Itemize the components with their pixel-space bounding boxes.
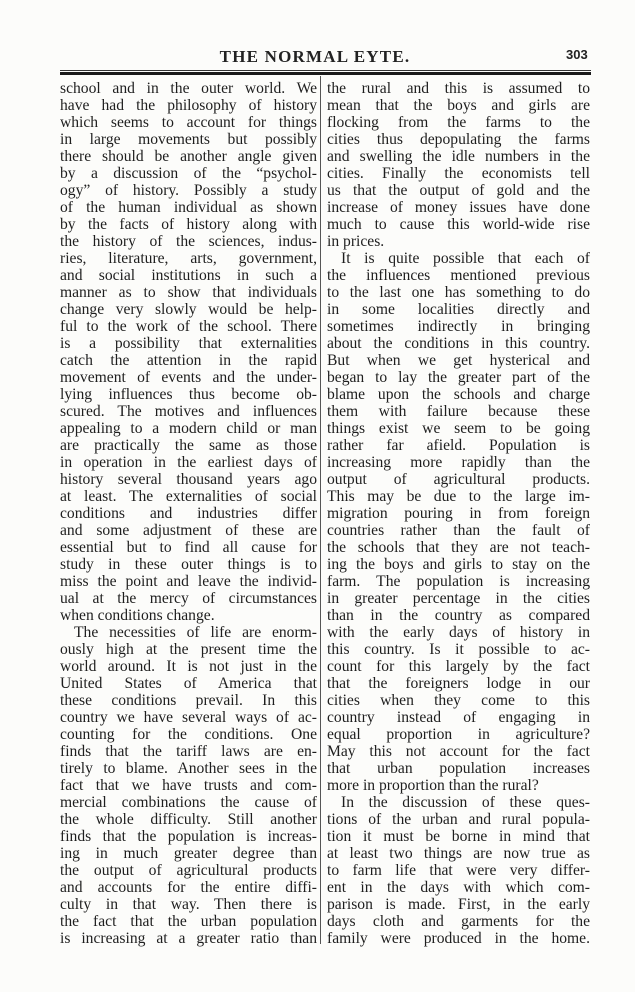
text-line: output of agricultural products. xyxy=(327,471,590,488)
text-line: with the early days of history in xyxy=(327,624,590,641)
text-line: ries, literature, arts, government, xyxy=(60,250,317,267)
text-line: in operation in the earliest days of xyxy=(60,454,317,471)
text-line: parison is made. First, in the early xyxy=(327,896,590,913)
text-line: country we have several ways of ac- xyxy=(60,709,317,726)
text-line: are practically the same as those xyxy=(60,437,317,454)
text-line: them with failure because these xyxy=(327,403,590,420)
text-line: by the facts of history along with xyxy=(60,216,317,233)
journal-title: THE NORMAL EYTE. xyxy=(219,47,411,66)
text-line: to the last one has something to do xyxy=(327,284,590,301)
text-line: is a possibility that externalities xyxy=(60,335,317,352)
text-line: study in these outer things is to xyxy=(60,556,317,573)
text-line: this country. Is it possible to ac- xyxy=(327,641,590,658)
text-line: increase of money issues have done xyxy=(327,199,590,216)
text-line: In the discussion of these ques- xyxy=(341,794,590,811)
text-line: than in the country as compared xyxy=(327,607,590,624)
text-line: change very slowly would be help- xyxy=(60,301,317,318)
text-line: the whole difficulty. Still another xyxy=(60,811,317,828)
text-line: ing the boys and girls to stay on the xyxy=(327,556,590,573)
text-line: the rural and this is assumed to xyxy=(327,80,590,97)
text-line: scured. The motives and influences xyxy=(60,403,317,420)
text-line: United States of America that xyxy=(60,675,317,692)
text-line: cities. Finally the economists tell xyxy=(327,165,590,182)
text-line: mercial combinations the cause of xyxy=(60,794,317,811)
text-line: But when we get hysterical and xyxy=(327,352,590,369)
text-line: lying influences thus become ob- xyxy=(60,386,317,403)
text-line: is increasing at a greater ratio than xyxy=(60,930,317,947)
text-line: migration pouring in from foreign xyxy=(327,505,590,522)
text-line: that the foreigners lodge in our xyxy=(327,675,590,692)
text-line: began to lay the greater part of the xyxy=(327,369,590,386)
text-line: in prices. xyxy=(327,233,385,250)
text-line: in greater percentage in the cities xyxy=(327,590,590,607)
text-line: the influences mentioned previous xyxy=(327,267,590,284)
text-line: blame upon the schools and charge xyxy=(327,386,590,403)
text-line: in large movements but possibly xyxy=(60,131,317,148)
text-line: sometimes indirectly in bringing xyxy=(327,318,590,335)
text-line: about the conditions in this country. xyxy=(327,335,590,352)
text-line: rather far afield. Population is xyxy=(327,437,590,454)
text-line: It is quite possible that each of xyxy=(341,250,590,267)
text-line: culty in that way. Then there is xyxy=(60,896,317,913)
text-line: that urban population increases xyxy=(327,760,590,777)
text-line: to farm life that were very differ- xyxy=(327,862,590,879)
text-line: the fact that the urban population xyxy=(60,913,317,930)
text-line: essential but to find all cause for xyxy=(60,539,317,556)
text-line: countries rather than the fault of xyxy=(327,522,590,539)
text-line: which seems to account for things xyxy=(60,114,317,131)
text-line: of the human individual as shown xyxy=(60,199,317,216)
text-line: much to cause this world-wide rise xyxy=(327,216,590,233)
text-line: tirely to blame. Another sees in the xyxy=(60,760,317,777)
header-rule-thin xyxy=(60,70,591,71)
text-line: finds that the tariff laws are en- xyxy=(60,743,317,760)
text-line: the output of agricultural products xyxy=(60,862,317,879)
text-line: catch the attention in the rapid xyxy=(60,352,317,369)
text-line: mean that the boys and girls are xyxy=(327,97,590,114)
text-line: the schools that they are not teach- xyxy=(327,539,590,556)
text-line: country instead of engaging in xyxy=(327,709,590,726)
text-line: more in proportion than the rural? xyxy=(327,777,539,794)
text-line: appealing to a modern child or man xyxy=(60,420,317,437)
text-line: ogy” of history. Possibly a study xyxy=(60,182,317,199)
text-line: in some localities directly and xyxy=(327,301,590,318)
text-line: the history of the sciences, indus- xyxy=(60,233,317,250)
text-line: days cloth and garments for the xyxy=(327,913,590,930)
text-line: May this not account for the fact xyxy=(327,743,590,760)
text-line: by a discussion of the “psychol- xyxy=(60,165,317,182)
text-line: The necessities of life are enorm- xyxy=(74,624,317,641)
text-line: ent in the days with which com- xyxy=(327,879,590,896)
text-line: counting for the conditions. One xyxy=(60,726,317,743)
text-line: and social institutions in such a xyxy=(60,267,317,284)
text-line: miss the point and leave the individ- xyxy=(60,573,317,590)
text-line: family were produced in the home. xyxy=(327,930,590,947)
text-line: flocking from the farms to the xyxy=(327,114,590,131)
text-line: cities thus depopulating the farms xyxy=(327,131,590,148)
text-line: ual at the mercy of circumstances xyxy=(60,590,317,607)
column-divider xyxy=(320,76,321,944)
text-line: at least. The externalities of social xyxy=(60,488,317,505)
text-line: equal proportion in agriculture? xyxy=(327,726,590,743)
text-line: ously high at the present time the xyxy=(60,641,317,658)
text-line: ing in much greater degree than xyxy=(60,845,317,862)
text-line: things exist we seem to be going xyxy=(327,420,590,437)
header-rule-thick xyxy=(60,72,591,75)
text-line: school and in the outer world. We xyxy=(60,80,317,97)
right-column xyxy=(327,80,590,947)
page-number: 303 xyxy=(566,47,588,62)
text-line: tion it must be borne in mind that xyxy=(327,828,590,845)
text-line: tions of the urban and rural popula- xyxy=(327,811,590,828)
text-line: ful to the work of the school. There xyxy=(60,318,317,335)
text-line: count for this largely by the fact xyxy=(327,658,590,675)
text-line: finds that the population is increas- xyxy=(60,828,317,845)
text-line: increasing more rapidly than the xyxy=(327,454,590,471)
text-line: history several thousand years ago xyxy=(60,471,317,488)
text-line: fact that we have trusts and com- xyxy=(60,777,317,794)
text-line: This may be due to the large im- xyxy=(327,488,590,505)
text-line: have had the philosophy of history xyxy=(60,97,317,114)
text-line: world around. It is not just in the xyxy=(60,658,317,675)
text-line: there should be another angle given xyxy=(60,148,317,165)
left-column xyxy=(60,80,317,947)
text-line: and some adjustment of these are xyxy=(60,522,317,539)
text-line: manner as to show that individuals xyxy=(60,284,317,301)
text-line: these conditions prevail. In this xyxy=(60,692,317,709)
text-line: and accounts for the entire diffi- xyxy=(60,879,317,896)
text-line: cities when they come to this xyxy=(327,692,590,709)
text-line: and swelling the idle numbers in the xyxy=(327,148,590,165)
text-line: farm. The population is increasing xyxy=(327,573,590,590)
text-line: conditions and industries differ xyxy=(60,505,317,522)
text-line: us that the output of gold and the xyxy=(327,182,590,199)
text-line: when conditions change. xyxy=(60,607,215,624)
text-line: movement of events and the under- xyxy=(60,369,317,386)
text-line: at least two things are now true as xyxy=(327,845,590,862)
